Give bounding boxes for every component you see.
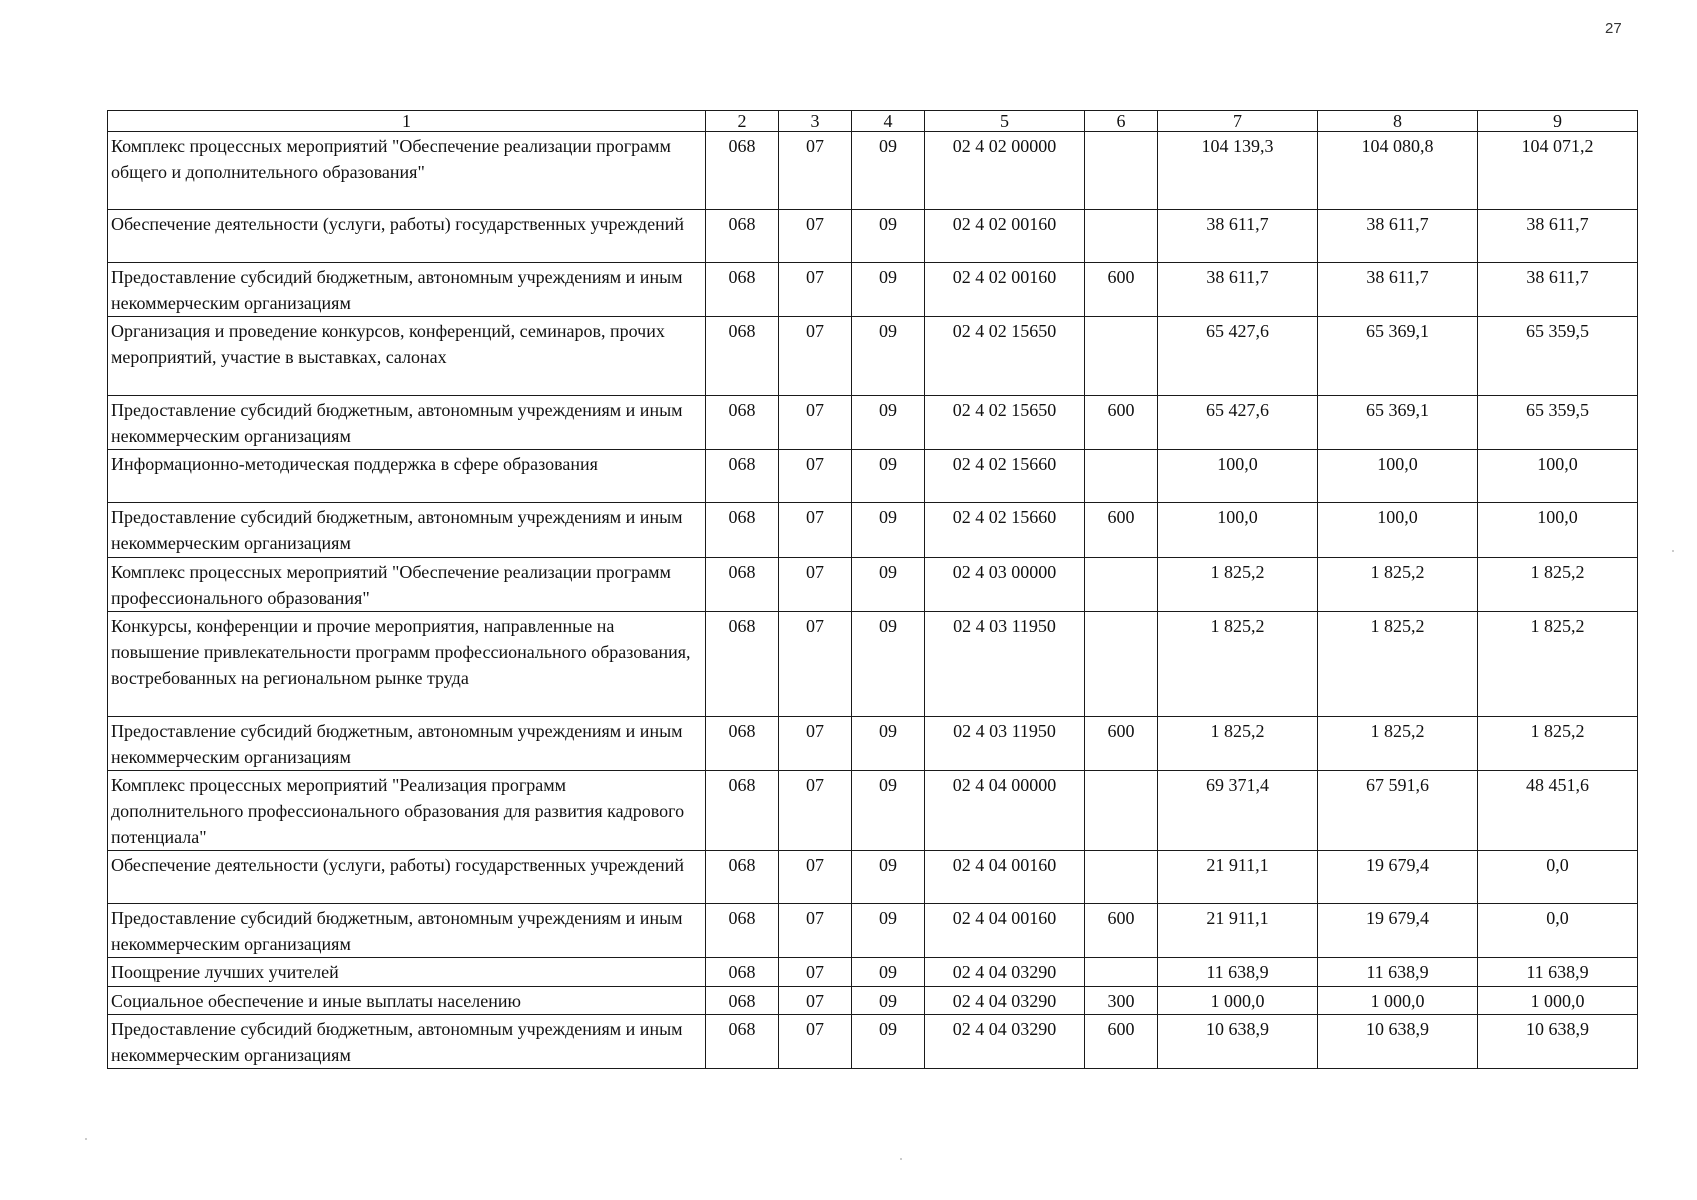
code-6 xyxy=(1085,317,1158,396)
table-row xyxy=(108,611,1638,716)
code-6 xyxy=(1085,611,1158,716)
code-3: 07 xyxy=(779,958,852,986)
value-8: 100,0 xyxy=(1318,450,1478,503)
code-4: 09 xyxy=(852,851,925,904)
value-7: 1 825,2 xyxy=(1158,611,1318,716)
value-9: 1 825,2 xyxy=(1478,716,1638,770)
value-9: 0,0 xyxy=(1478,851,1638,904)
code-4: 09 xyxy=(852,210,925,263)
code-4: 09 xyxy=(852,1014,925,1068)
value-7: 100,0 xyxy=(1158,450,1318,503)
code-4: 09 xyxy=(852,317,925,396)
value-9: 0,0 xyxy=(1478,904,1638,958)
value-8: 38 611,7 xyxy=(1318,263,1478,317)
code-4: 09 xyxy=(852,904,925,958)
code-2: 068 xyxy=(706,210,779,263)
code-3: 07 xyxy=(779,263,852,317)
column-header: 5 xyxy=(925,111,1085,132)
column-header: 6 xyxy=(1085,111,1158,132)
row-name: Поощрение лучших учителей xyxy=(108,958,706,986)
row-name: Предоставление субсидий бюджетным, автономным учреждениям и иным некоммерческим организациям xyxy=(108,1014,706,1068)
value-7: 11 638,9 xyxy=(1158,958,1318,986)
code-6 xyxy=(1085,770,1158,850)
code-3: 07 xyxy=(779,450,852,503)
code-5: 02 4 04 00160 xyxy=(925,904,1085,958)
value-7: 38 611,7 xyxy=(1158,263,1318,317)
table-row xyxy=(108,716,1638,770)
scan-speck xyxy=(900,1158,902,1160)
code-4: 09 xyxy=(852,557,925,611)
code-2: 068 xyxy=(706,450,779,503)
code-2: 068 xyxy=(706,396,779,450)
row-name: Организация и проведение конкурсов, конференций, семинаров, прочих мероприятий, участие в выставках, салонах xyxy=(108,317,706,396)
code-2: 068 xyxy=(706,1014,779,1068)
value-8: 100,0 xyxy=(1318,503,1478,557)
code-4: 09 xyxy=(852,132,925,210)
code-3: 07 xyxy=(779,503,852,557)
value-8: 67 591,6 xyxy=(1318,770,1478,850)
budget-table xyxy=(107,110,1638,1069)
code-2: 068 xyxy=(706,851,779,904)
code-3: 07 xyxy=(779,132,852,210)
code-5: 02 4 04 03290 xyxy=(925,986,1085,1014)
row-name: Комплекс процессных мероприятий "Обеспечение реализации программ профессионального образования" xyxy=(108,557,706,611)
table-row xyxy=(108,450,1638,503)
code-6: 600 xyxy=(1085,503,1158,557)
column-header: 3 xyxy=(779,111,852,132)
code-2: 068 xyxy=(706,503,779,557)
code-5: 02 4 02 00160 xyxy=(925,263,1085,317)
code-5: 02 4 04 00000 xyxy=(925,770,1085,850)
code-6: 600 xyxy=(1085,263,1158,317)
row-name: Информационно-методическая поддержка в сфере образования xyxy=(108,450,706,503)
code-5: 02 4 03 11950 xyxy=(925,716,1085,770)
value-9: 48 451,6 xyxy=(1478,770,1638,850)
value-7: 21 911,1 xyxy=(1158,851,1318,904)
code-6: 600 xyxy=(1085,904,1158,958)
code-4: 09 xyxy=(852,986,925,1014)
value-8: 65 369,1 xyxy=(1318,396,1478,450)
code-6 xyxy=(1085,958,1158,986)
value-7: 1 825,2 xyxy=(1158,716,1318,770)
value-8: 38 611,7 xyxy=(1318,210,1478,263)
value-9: 1 000,0 xyxy=(1478,986,1638,1014)
value-8: 1 825,2 xyxy=(1318,716,1478,770)
code-5: 02 4 02 15660 xyxy=(925,503,1085,557)
table-row xyxy=(108,396,1638,450)
code-2: 068 xyxy=(706,317,779,396)
code-2: 068 xyxy=(706,958,779,986)
code-6 xyxy=(1085,132,1158,210)
value-9: 65 359,5 xyxy=(1478,396,1638,450)
value-9: 100,0 xyxy=(1478,503,1638,557)
code-2: 068 xyxy=(706,904,779,958)
code-2: 068 xyxy=(706,986,779,1014)
value-7: 100,0 xyxy=(1158,503,1318,557)
code-4: 09 xyxy=(852,716,925,770)
value-7: 10 638,9 xyxy=(1158,1014,1318,1068)
code-3: 07 xyxy=(779,770,852,850)
code-5: 02 4 03 11950 xyxy=(925,611,1085,716)
code-3: 07 xyxy=(779,716,852,770)
value-8: 1 000,0 xyxy=(1318,986,1478,1014)
row-name: Предоставление субсидий бюджетным, автономным учреждениям и иным некоммерческим организациям xyxy=(108,503,706,557)
code-3: 07 xyxy=(779,1014,852,1068)
value-9: 10 638,9 xyxy=(1478,1014,1638,1068)
code-6: 600 xyxy=(1085,716,1158,770)
code-6 xyxy=(1085,557,1158,611)
row-name: Предоставление субсидий бюджетным, автономным учреждениям и иным некоммерческим организациям xyxy=(108,904,706,958)
code-2: 068 xyxy=(706,557,779,611)
table-row xyxy=(108,263,1638,317)
column-header: 4 xyxy=(852,111,925,132)
code-3: 07 xyxy=(779,317,852,396)
code-3: 07 xyxy=(779,557,852,611)
row-name: Обеспечение деятельности (услуги, работы) государственных учреждений xyxy=(108,210,706,263)
code-6 xyxy=(1085,851,1158,904)
table-row xyxy=(108,1014,1638,1068)
value-9: 65 359,5 xyxy=(1478,317,1638,396)
column-header: 2 xyxy=(706,111,779,132)
code-2: 068 xyxy=(706,611,779,716)
value-9: 11 638,9 xyxy=(1478,958,1638,986)
table-row xyxy=(108,851,1638,904)
value-7: 1 825,2 xyxy=(1158,557,1318,611)
scan-speck xyxy=(85,1138,87,1140)
table-row xyxy=(108,557,1638,611)
code-4: 09 xyxy=(852,450,925,503)
code-5: 02 4 04 03290 xyxy=(925,1014,1085,1068)
table-body xyxy=(108,132,1638,1069)
value-9: 1 825,2 xyxy=(1478,557,1638,611)
value-7: 1 000,0 xyxy=(1158,986,1318,1014)
code-4: 09 xyxy=(852,396,925,450)
value-9: 100,0 xyxy=(1478,450,1638,503)
code-5: 02 4 02 00000 xyxy=(925,132,1085,210)
code-5: 02 4 02 15650 xyxy=(925,396,1085,450)
value-7: 104 139,3 xyxy=(1158,132,1318,210)
table-row xyxy=(108,986,1638,1014)
column-header: 8 xyxy=(1318,111,1478,132)
code-5: 02 4 04 00160 xyxy=(925,851,1085,904)
code-3: 07 xyxy=(779,986,852,1014)
value-8: 65 369,1 xyxy=(1318,317,1478,396)
code-6: 600 xyxy=(1085,1014,1158,1068)
code-5: 02 4 02 00160 xyxy=(925,210,1085,263)
table-row xyxy=(108,503,1638,557)
table-row xyxy=(108,132,1638,210)
value-8: 1 825,2 xyxy=(1318,557,1478,611)
code-2: 068 xyxy=(706,716,779,770)
value-9: 104 071,2 xyxy=(1478,132,1638,210)
code-3: 07 xyxy=(779,611,852,716)
column-header: 9 xyxy=(1478,111,1638,132)
code-4: 09 xyxy=(852,958,925,986)
code-2: 068 xyxy=(706,263,779,317)
value-9: 38 611,7 xyxy=(1478,263,1638,317)
value-8: 1 825,2 xyxy=(1318,611,1478,716)
row-name: Предоставление субсидий бюджетным, автономным учреждениям и иным некоммерческим организациям xyxy=(108,263,706,317)
row-name: Конкурсы, конференции и прочие мероприятия, направленные на повышение привлекательности программ профессионального образования, востребованных на региональном рынке труда xyxy=(108,611,706,716)
table-row xyxy=(108,210,1638,263)
scan-speck xyxy=(1672,550,1674,552)
row-name: Предоставление субсидий бюджетным, автономным учреждениям и иным некоммерческим организациям xyxy=(108,396,706,450)
value-7: 65 427,6 xyxy=(1158,396,1318,450)
code-5: 02 4 02 15660 xyxy=(925,450,1085,503)
code-5: 02 4 03 00000 xyxy=(925,557,1085,611)
header-row xyxy=(108,111,1638,132)
code-3: 07 xyxy=(779,396,852,450)
value-8: 19 679,4 xyxy=(1318,851,1478,904)
code-4: 09 xyxy=(852,770,925,850)
row-name: Обеспечение деятельности (услуги, работы) государственных учреждений xyxy=(108,851,706,904)
code-4: 09 xyxy=(852,263,925,317)
table-row xyxy=(108,958,1638,986)
row-name: Предоставление субсидий бюджетным, автономным учреждениям и иным некоммерческим организациям xyxy=(108,716,706,770)
value-7: 21 911,1 xyxy=(1158,904,1318,958)
table-row xyxy=(108,904,1638,958)
column-header: 7 xyxy=(1158,111,1318,132)
value-8: 11 638,9 xyxy=(1318,958,1478,986)
value-8: 19 679,4 xyxy=(1318,904,1478,958)
value-7: 65 427,6 xyxy=(1158,317,1318,396)
value-8: 104 080,8 xyxy=(1318,132,1478,210)
code-5: 02 4 02 15650 xyxy=(925,317,1085,396)
code-4: 09 xyxy=(852,611,925,716)
row-name: Социальное обеспечение и иные выплаты населению xyxy=(108,986,706,1014)
code-3: 07 xyxy=(779,904,852,958)
page-number: 27 xyxy=(1605,20,1622,37)
table-row xyxy=(108,770,1638,850)
code-4: 09 xyxy=(852,503,925,557)
row-name: Комплекс процессных мероприятий "Обеспечение реализации программ общего и дополнительного образования" xyxy=(108,132,706,210)
row-name: Комплекс процессных мероприятий "Реализация программ дополнительного профессионального образования для развития кадрового потенциала" xyxy=(108,770,706,850)
value-9: 1 825,2 xyxy=(1478,611,1638,716)
code-2: 068 xyxy=(706,770,779,850)
code-5: 02 4 04 03290 xyxy=(925,958,1085,986)
column-header: 1 xyxy=(108,111,706,132)
code-2: 068 xyxy=(706,132,779,210)
code-6 xyxy=(1085,450,1158,503)
table-row xyxy=(108,317,1638,396)
value-9: 38 611,7 xyxy=(1478,210,1638,263)
value-7: 38 611,7 xyxy=(1158,210,1318,263)
value-8: 10 638,9 xyxy=(1318,1014,1478,1068)
code-3: 07 xyxy=(779,851,852,904)
code-3: 07 xyxy=(779,210,852,263)
code-6: 300 xyxy=(1085,986,1158,1014)
value-7: 69 371,4 xyxy=(1158,770,1318,850)
code-6 xyxy=(1085,210,1158,263)
code-6: 600 xyxy=(1085,396,1158,450)
